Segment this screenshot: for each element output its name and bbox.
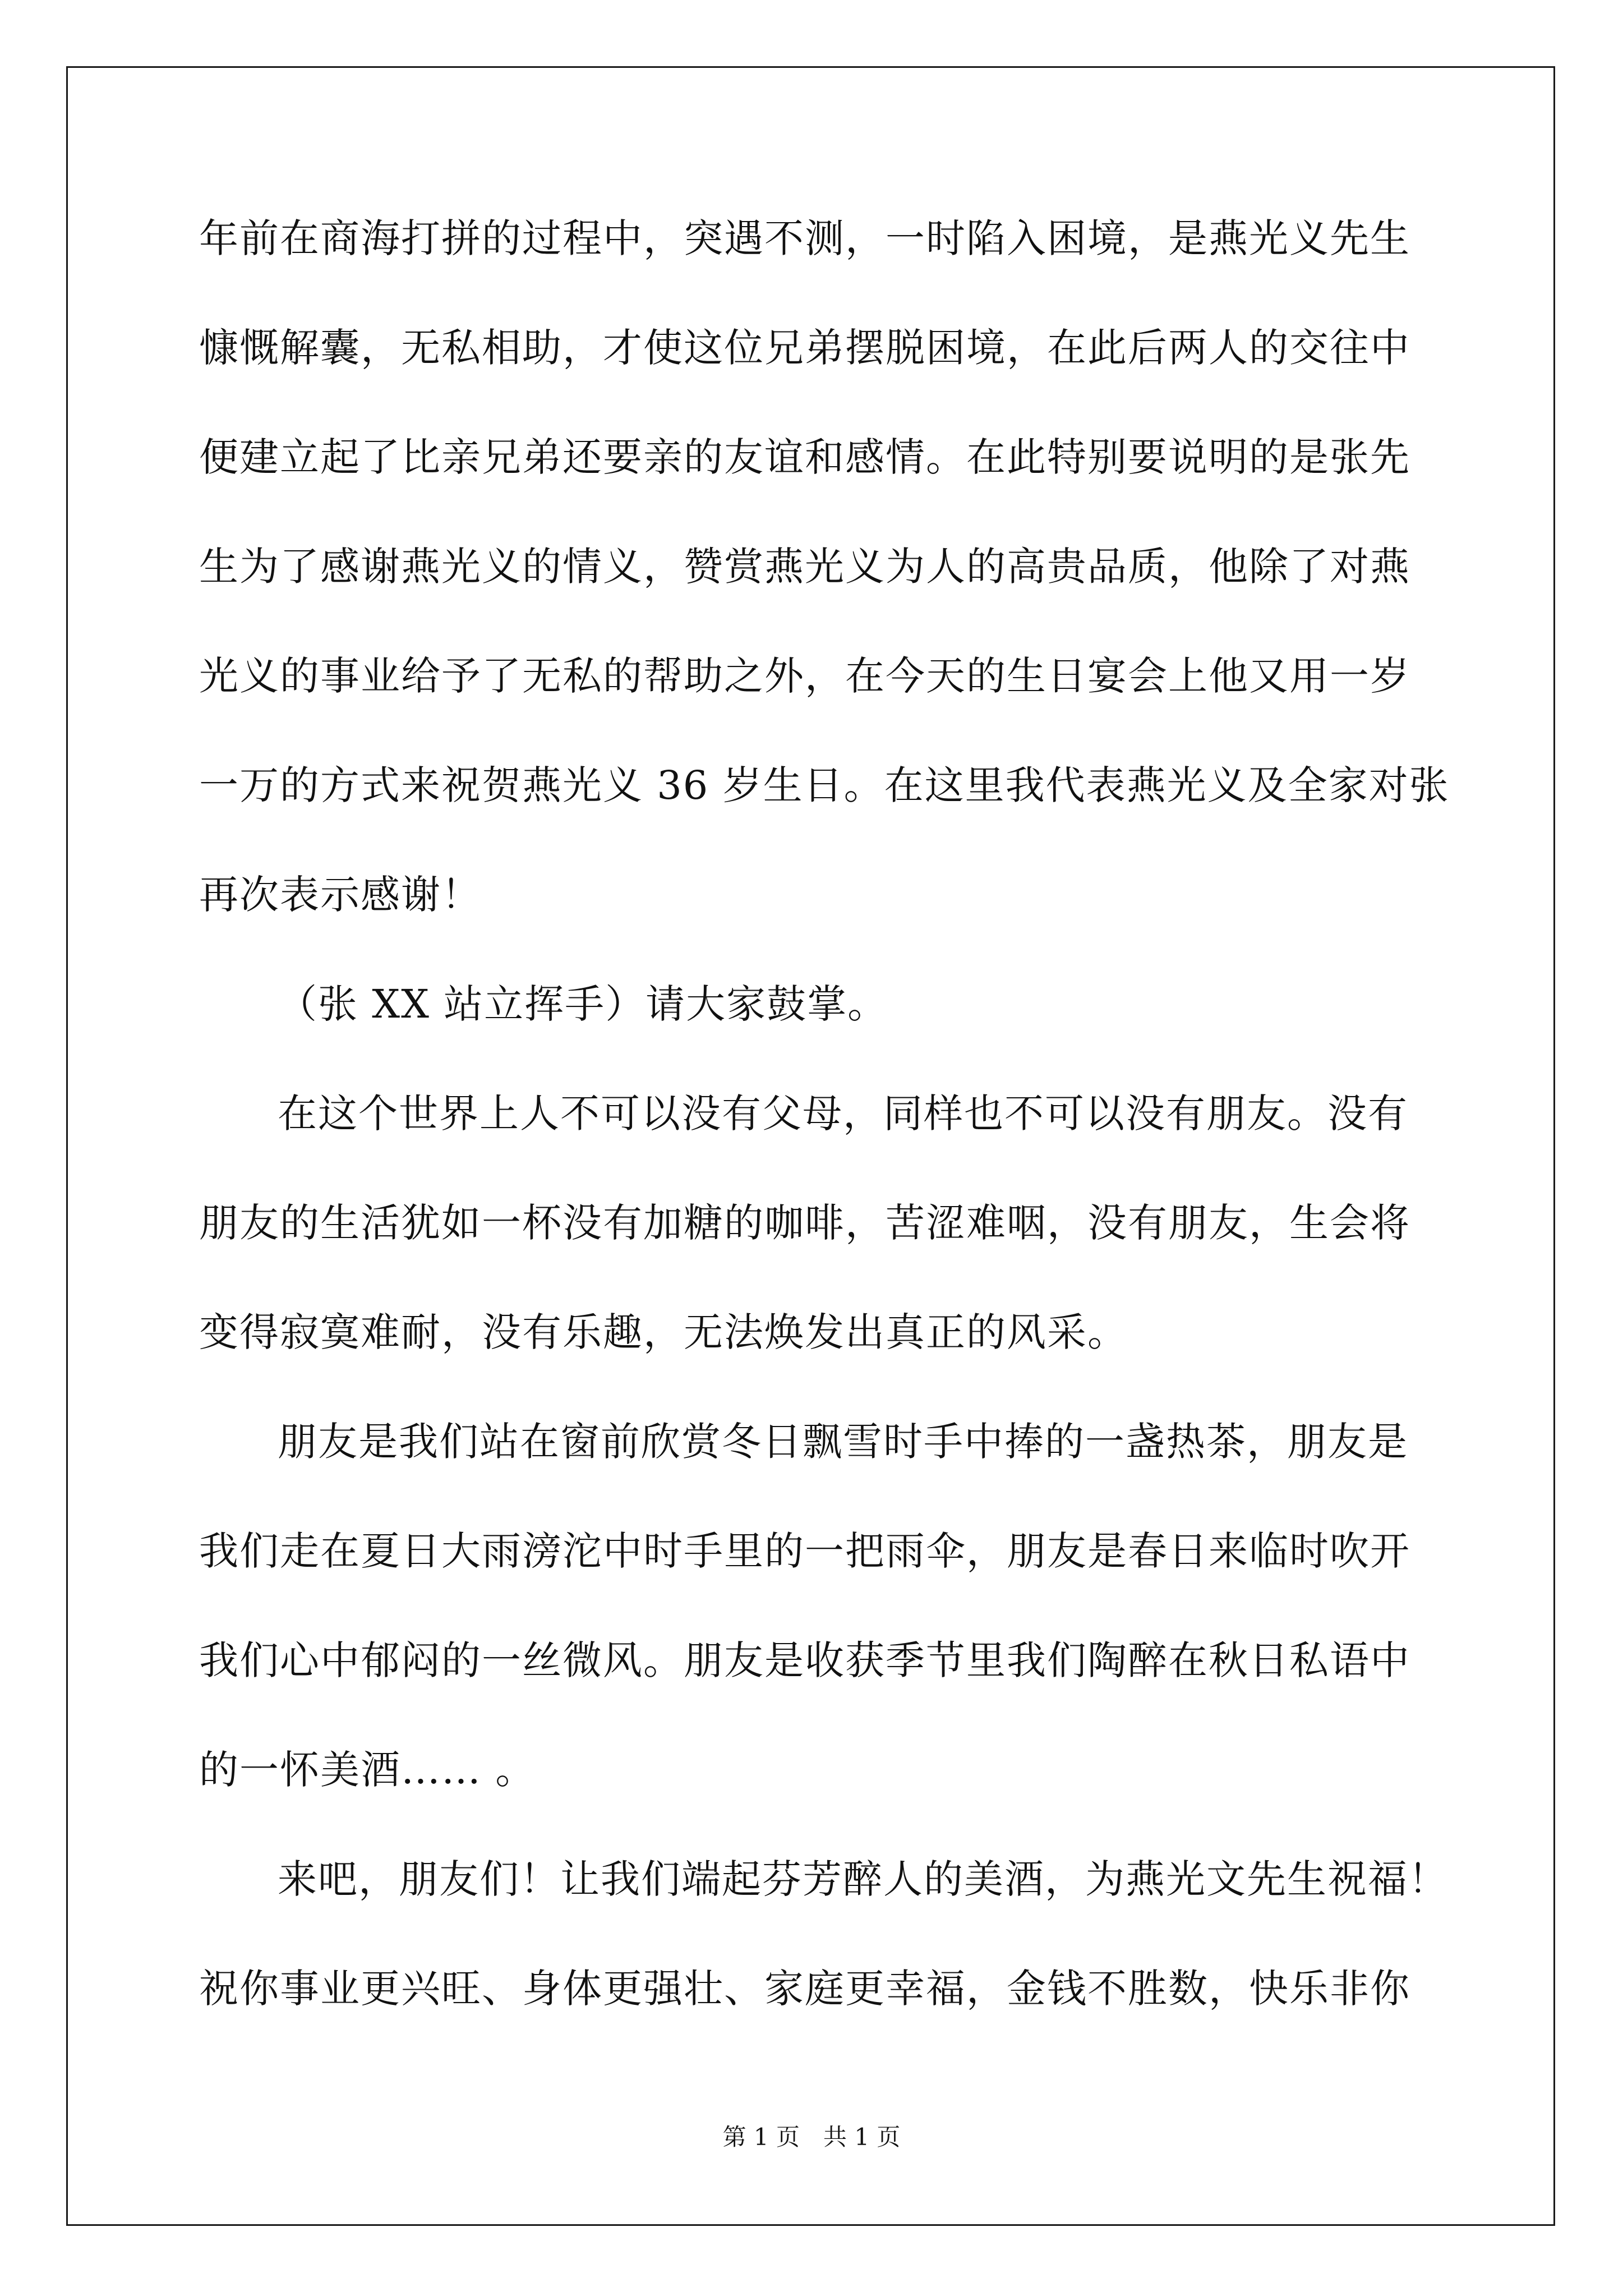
text-line: 再次表示感谢！ [199,872,482,918]
text-line: 光义的事业给予了无私的帮助之外，在今天的生日宴会上他又用一岁 [199,653,1410,699]
page-footer: 第 1 页 共 1 页 [722,2123,901,2151]
text-line: 的一怀美酒…… 。 [199,1747,536,1793]
text-line: 我们心中郁闷的一丝微风。朋友是收获季节里我们陶醉在秋日私语中 [199,1637,1410,1683]
text-line: 便建立起了比亲兄弟还要亲的友谊和感情。在此特别要说明的是张先 [199,434,1410,480]
text-line: 一万的方式来祝贺燕光义 36 岁生日。在这里我代表燕光义及全家对张 [199,762,1450,808]
text-line: 年前在商海打拼的过程中，突遇不测，一时陷入困境，是燕光义先生 [199,215,1410,261]
text-line: （张 XX 站立挥手）请大家鼓掌。 [278,981,888,1027]
text-line: 朋友的生活犹如一杯没有加糖的咖啡，苦涩难咽，没有朋友，生会将 [199,1200,1410,1246]
text-line: 慷慨解囊，无私相助，才使这位兄弟摆脱困境，在此后两人的交往中 [199,325,1410,371]
text-line: 朋友是我们站在窗前欣赏冬日飘雪时手中捧的一盏热茶，朋友是 [278,1419,1408,1465]
text-line: 在这个世界上人不可以没有父母，同样也不可以没有朋友。没有 [278,1091,1408,1137]
text-line: 变得寂寞难耐，没有乐趣，无法焕发出真正的风采。 [199,1309,1128,1355]
text-line: 祝你事业更兴旺、身体更强壮、家庭更幸福，金钱不胜数，快乐非你 [199,1966,1410,2012]
text-line: 生为了感谢燕光义的情义，赞赏燕光义为人的高贵品质，他除了对燕 [199,544,1410,590]
text-line: 来吧，朋友们！让我们端起芬芳醉人的美酒，为燕光文先生祝福！ [278,1856,1449,1902]
text-line: 我们走在夏日大雨滂沱中时手里的一把雨伞，朋友是春日来临时吹开 [199,1528,1410,1574]
